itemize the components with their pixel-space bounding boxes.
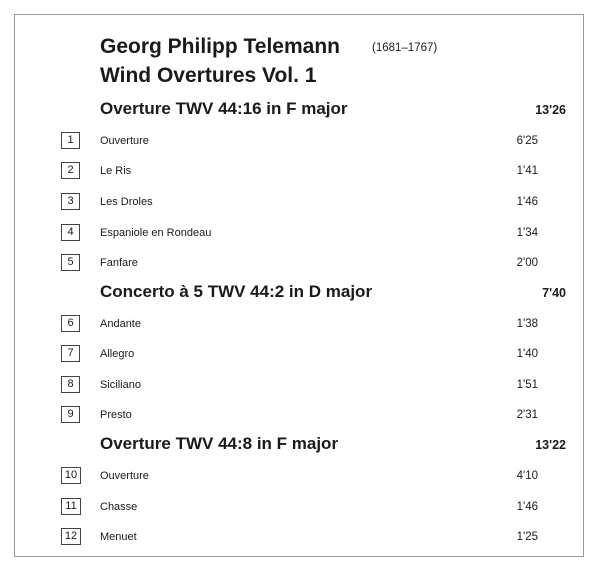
track-duration: 4'10 — [516, 470, 538, 482]
track-duration: 6'25 — [516, 135, 538, 147]
track-name: Fanfare — [100, 257, 138, 269]
composer-name: Georg Philipp Telemann — [100, 35, 340, 58]
work-duration: 13'26 — [535, 103, 566, 117]
track-duration: 1'34 — [516, 227, 538, 239]
work-duration: 7'40 — [542, 286, 566, 300]
track-number: 6 — [61, 315, 80, 332]
work-title: Concerto à 5 TWV 44:2 in D major — [100, 282, 373, 301]
track-number: 2 — [61, 162, 80, 179]
track-number: 12 — [61, 528, 81, 545]
track-number: 3 — [61, 193, 80, 210]
track-name: Siciliano — [100, 379, 141, 391]
track-duration: 1'46 — [516, 501, 538, 513]
work-title: Overture TWV 44:16 in F major — [100, 99, 348, 118]
track-name: Les Droles — [100, 196, 153, 208]
track-number: 10 — [61, 467, 81, 484]
track-duration: 2'00 — [516, 257, 538, 269]
track-duration: 1'41 — [516, 165, 538, 177]
track-duration: 1'40 — [516, 348, 538, 360]
track-number: 7 — [61, 345, 80, 362]
track-name: Menuet — [100, 531, 137, 543]
track-number: 4 — [61, 224, 80, 241]
track-duration: 1'46 — [516, 196, 538, 208]
track-duration: 1'38 — [516, 318, 538, 330]
track-number: 1 — [61, 132, 80, 149]
track-name: Presto — [100, 409, 132, 421]
track-name: Chasse — [100, 501, 138, 513]
track-name: Espaniole en Rondeau — [100, 227, 212, 239]
composer-years: (1681–1767) — [372, 42, 438, 54]
track-name: Ouverture — [100, 470, 149, 482]
work-duration: 13'22 — [535, 438, 566, 452]
track-number: 5 — [61, 254, 80, 271]
track-duration: 1'25 — [516, 531, 538, 543]
work-title: Overture TWV 44:8 in F major — [100, 434, 339, 453]
track-name: Le Ris — [100, 165, 132, 177]
track-name: Allegro — [100, 348, 135, 360]
album-title: Wind Overtures Vol. 1 — [100, 64, 317, 87]
track-number: 9 — [61, 406, 80, 423]
track-name: Andante — [100, 318, 141, 330]
track-duration: 1'51 — [516, 379, 538, 391]
track-number: 11 — [61, 498, 81, 515]
track-duration: 2'31 — [516, 409, 538, 421]
track-number: 8 — [61, 376, 80, 393]
track-name: Ouverture — [100, 135, 149, 147]
